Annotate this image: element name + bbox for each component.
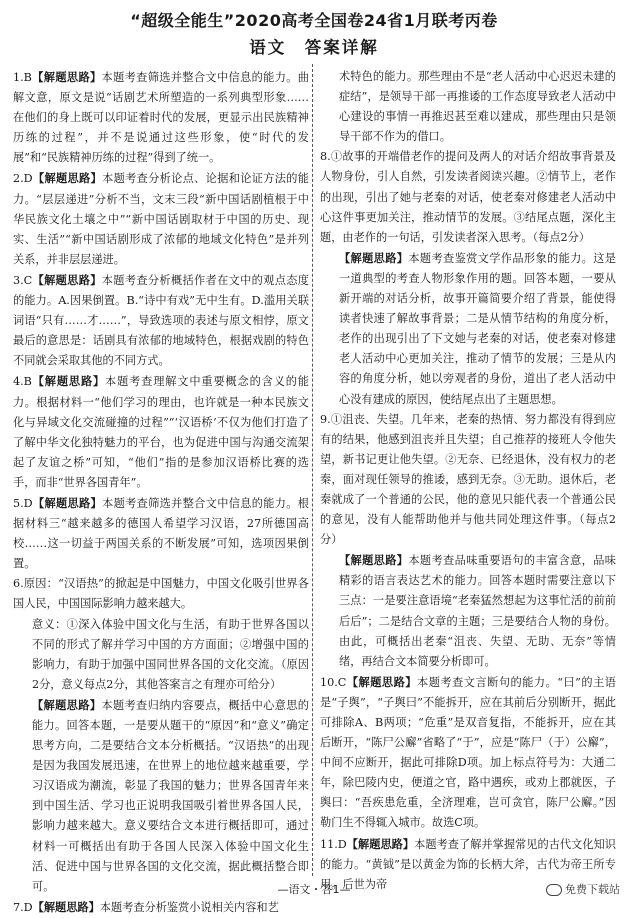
answer-text: ①故事的开端借老作的提问及两人的对话介绍故事背景及人物身份，引人自然，引发读者阅读兴趣。②情节上，老作的出现，引出了她与老秦的对话，使老秦对修建老人活动中心这件事更加关注，推动情节的发展。③结尾点题，深化主题，由老作的一句话，引发读者深入思考。（每点2分）: [320, 150, 616, 244]
answer-text: 意义：①深入体验中国文化与生活，有助于世界各国以不同的形式了解并学习中国的方方面面；②增强中国的影响力，有助于加强中国同世界各国的文化交流。（原因2分，意义每点2分，其他答案言之有理亦可给分）: [32, 617, 309, 691]
answer-paragraph: [320, 248, 616, 410]
answer-paragraph: [13, 615, 309, 695]
exam-title: “超级全能生”2020高考全国卷24省1月联考丙卷: [130, 11, 498, 30]
answer-paragraph: [320, 672, 616, 834]
answer-text: 本题考查筛选并整合文中信息的能力。根据材料三“越来越多的德国人希望学习汉语，27所德国高校……这一切益于两国关系的不断发展”可知，选项因果倒置。: [13, 496, 309, 571]
question-number: 9.: [320, 412, 331, 426]
answer-text: ①沮丧、失望。几年来，老秦的热情、努力都没有得到应有的结果，他感到沮丧并且失望；自己推荐的接班人令他失望，新书记更让他失望。②无奈、已经退休，没有权力的老秦，面对现任领导的推诿，感到无奈。③无助。退休后，老秦就成了一个普通的公民，他的意见只能代表一个普通公民的意见，没有人能帮助他并与他共同处理这件事。（每点2分）: [320, 412, 616, 547]
solution-tag: 【解题思路】: [31, 70, 102, 84]
solution-tag: 【解题思路】: [32, 171, 103, 186]
answer-text: 本题考查品味重要语句的丰富含意，品味精彩的语言表达艺术的能力。回答本题时需要注意以下三点：一是要注意语境“老秦猛然想起为这事忙活的前前后后”；二是结合文章的主题；三是要结合人物的身份。由此，可概括出老秦“沮丧、失望、无助、无奈”等情绪，再结合文本简要分析即可。: [339, 554, 616, 668]
question-number: 11.D: [320, 837, 347, 851]
answer-text: 原因：“汉语热”的掀起是中国魅力，中国文化吸引世界各国人民，中国国际影响力越来越大。: [13, 577, 309, 611]
question-number: 10.C: [320, 675, 347, 689]
solution-tag: 【解题思路】: [32, 495, 103, 510]
watermark: [546, 881, 620, 897]
answer-paragraph: [320, 550, 616, 672]
answer-text: 本题考查分析概括作者在文中的观点态度的能力。A.因果倒置。B.“诗中有戏”无中生有。D.滥用关联词语“只有……才……”，导致选项的表述与原文相悖，原文最后的意思是：话剧具有浓郁的地域特色，根据戏剧的特色不同就会采取其他的不同方式。: [13, 273, 309, 368]
question-number: 3.C: [13, 273, 33, 287]
answer-paragraph: [13, 574, 309, 614]
question-number: 4.B: [13, 375, 32, 389]
answer-text: 本题考查分析论点、论据和论证方法的能力。“层层递进”分析不当，文末三段“新中国话剧植根于中华民族文化土壤之中”“新中国话剧取材于中国的历史、现实、生活”“新中国话剧形成了浓郁的地域文化特色”是并列关系，并非层层递进。: [13, 172, 309, 266]
answer-paragraph: [13, 897, 309, 918]
question-number: 5.D: [13, 496, 33, 510]
answer-text: 术特色的能力。那些理由不是“老人活动中心迟迟未建的症结”，是领导干部一再推诿的工作态度导致老人活动中心建设的事情一再推迟甚至难以建成，那些理由只是领导干部不作为的借口。: [339, 70, 616, 144]
answer-paragraph: [13, 371, 309, 493]
answer-paragraph: [320, 67, 616, 147]
answer-paragraph: [320, 410, 616, 551]
answer-text: 本题考查归纳内容要点，概括中心意思的能力。回答本题，一是要从题干的“原因”和“意义”确定思考方向，二是要结合文本分析概括。“汉语热”的出现是因为我国发展迅速，在世界上的地位越来越重要，学习汉语成为潮流，彰显了我国的魅力；世界各国青年来到中国生活、学习也正说明我国吸引着世界各国人民，影响力越来越大。意义要结合文本进行概括即可，通过材料一可概括出有助于各国人民深入体验中国文化生活、促进中国与世界各国的文化交流，据此概括整合即可。: [32, 698, 309, 893]
answer-paragraph: [320, 147, 616, 247]
question-number: 2.D: [13, 172, 33, 186]
solution-tag: 【解题思路】: [31, 374, 106, 389]
solution-tag: 【解题思路】: [346, 836, 415, 851]
chat-bubble-icon: [546, 884, 562, 896]
answer-text: 本题考查分析鉴赏小说相关内容和艺: [99, 900, 279, 914]
solution-tag: 【解题思路】: [339, 553, 409, 568]
question-number: 7.D: [13, 900, 33, 914]
solution-tag: 【解题思路】: [32, 272, 102, 287]
answer-paragraph: [13, 695, 309, 897]
left-column: [13, 67, 309, 914]
question-number: 1.B: [13, 71, 32, 84]
answer-paragraph: [13, 168, 309, 269]
answer-paragraph: [13, 270, 309, 371]
answer-text: 本题考查文言断句的能力。“曰”的主语是“子舆”，“子舆曰”不能拆开，应在其前后分别断开，据此可排除A、B两项；“危重”是双音复指，不能拆开，应在其后断开，“陈尸公廨”省略了“于”，应是“陈尸（于）公廨”，中间不应断开，据此可排除D项。加上标点符号为：大通二年，除巴陵内史，便道之官，路中遇疾，或劝上郡就医，子舆曰：“吾疾患危重，全济理难，岂可贪官，陈尸公廨。”因勒门生不得辄入城市。故选C项。: [320, 675, 616, 830]
solution-tag: 【解题思路】: [339, 250, 409, 265]
answer-text: 本题考查理解文中重要概念的含义的能力。根据材料一“他们学习的理由，也许就是一种本民族文化与异域文化交流碰撞的过程”“‘汉语桥’不仅为他们打造了了解中华文化独特魅力的平台，也为促进中国与沟通交流架起了友谊之桥”可知，“他们”指的是参加汉语桥比赛的选手，而非“世界各国青年”。: [13, 375, 309, 489]
column-divider: [312, 64, 313, 876]
answer-paragraph: [13, 67, 309, 168]
question-number: 6.: [13, 577, 24, 591]
exam-subtitle: 语文 答案详解: [249, 38, 379, 57]
answer-text: 本题考查鉴赏文学作品形象的能力。这是一道典型的考查人物形象作用的题。回答本题，一要从新开端的对话分析，故事开篇简要介绍了背景，能使得读者快速了解故事背景；二是从情节结构的角度分析，老作的出现引出了下文她与老秦的对话，使老秦对修建老人活动中心更加关注，推动了情节的发展；三是从内容的角度分析，她以旁观者的身份，道出了老人活动中心没有建成的原因，使结尾点出了主题思想。: [339, 251, 616, 406]
page-footer: —语文・答1—: [277, 883, 351, 896]
answer-paragraph: [13, 493, 309, 574]
watermark-text: 免费下载站: [565, 883, 620, 896]
answer-text: 本题考查了解并掌握常见的古代文化知识的能力。“黄钺”是以黄金为饰的长柄大斧，古代为帝王所专用。后世为帝: [320, 837, 616, 891]
solution-tag: 【解题思路】: [32, 697, 102, 712]
solution-tag: 【解题思路】: [32, 899, 100, 914]
answer-text: 本题考查筛选并整合文中信息的能力。曲解文意，原文是说“话剧艺术所塑造的一系列典型形象……在他们的身上既可以印证着时代的发展，更显示出民族精神历练的过程”，并不是说通过这些形象，使“时代的发展”和“民族精神历练的过程”得到了统一。: [13, 71, 309, 165]
question-number: 8.: [320, 150, 331, 164]
solution-tag: 【解题思路】: [346, 674, 417, 689]
